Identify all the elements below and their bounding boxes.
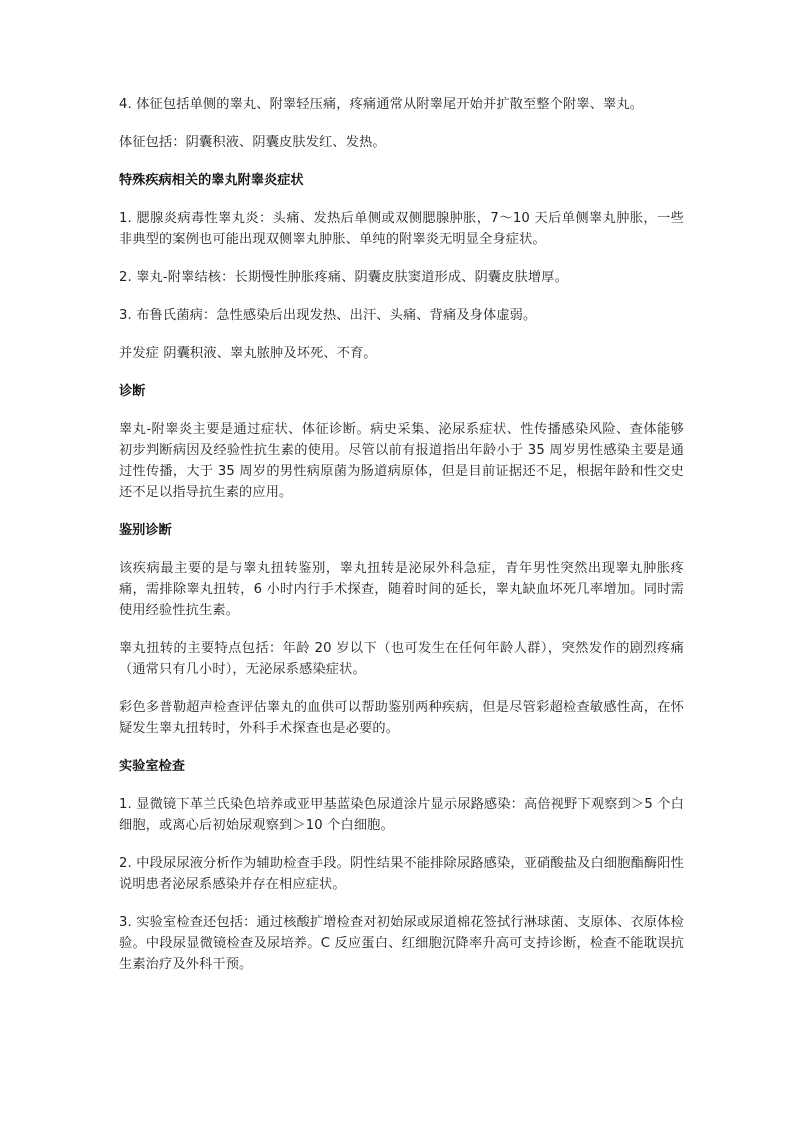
differential-paragraph-1: 该疾病最主要的是与睾丸扭转鉴别，睾丸扭转是泌尿外科急症，青年男性突然出现睾丸肿胀疼痛，需排除睾丸扭转，6 小时内行手术探查，随着时间的延长，睾丸缺血坏死几率增加。同时需使用经验性抗生素。 — [119, 561, 684, 618]
lab-item-2: 2. 中段尿尿液分析作为辅助检查手段。阴性结果不能排除尿路感染，亚硝酸盐及白细胞酯酶阳性说明患者泌尿系感染并存在相应症状。 — [119, 856, 684, 892]
diagnosis-paragraph: 睾丸-附睾炎主要是通过症状、体征诊断。病史采集、泌尿系症状、性传播感染风险、查体能够初步判断病因及经验性抗生素的使用。尽管以前有报道指出年龄小于 35 周岁男性感染主要是通过性传播，大于 35 周岁的男性病原菌为肠道病原体，但是目前证据还不足，根据年龄和性交史还不足以指导抗生素的应用。 — [119, 422, 684, 500]
differential-paragraph-3: 彩色多普勒超声检查评估睾丸的血供可以帮助鉴别两种疾病，但是尽管彩超检查敏感性高，在怀疑发生睾丸扭转时，外科手术探查也是必要的。 — [119, 700, 684, 736]
sign-item-4: 4. 体征包括单侧的睾丸、附睾轻压痛，疼痛通常从附睾尾开始并扩散至整个附睾、睾丸。 — [119, 97, 644, 112]
special-disease-heading: 特殊疾病相关的睾丸附睾炎症状 — [119, 173, 304, 188]
complications-paragraph: 并发症 阴囊积液、睾丸脓肿及坏死、不育。 — [119, 346, 377, 361]
differential-paragraph-2: 睾丸扭转的主要特点包括：年龄 20 岁以下（也可发生在任何年龄人群），突然发作的剧烈疼痛（通常只有几小时），无泌尿系感染症状。 — [119, 641, 684, 677]
document-page — [119, 94, 684, 992]
diagnosis-heading: 诊断 — [119, 384, 146, 399]
lab-item-1: 1. 显微镜下革兰氏染色培养或亚甲基蓝染色尿道涂片显示尿路感染：高倍视野下观察到＞5 个白细胞，或离心后初始尿观察到＞10 个白细胞。 — [119, 797, 684, 833]
special-item-2: 2. 睾丸-附睾结核：长期慢性肿胀疼痛、阴囊皮肤窦道形成、阴囊皮肤增厚。 — [119, 270, 568, 285]
special-item-1: 1. 腮腺炎病毒性睾丸炎：头痛、发热后单侧或双侧腮腺肿胀，7～10 天后单侧睾丸肿胀，一些非典型的案例也可能出现双侧睾丸肿胀、单纯的附睾炎无明显全身症状。 — [119, 211, 684, 247]
lab-tests-heading: 实验室检查 — [119, 759, 185, 774]
lab-item-3: 3. 实验室检查还包括：通过核酸扩增检查对初始尿或尿道棉花签拭行淋球菌、支原体、衣原体检验。中段尿显微镜检查及尿培养。C 反应蛋白、红细胞沉降率升高可支持诊断，检查不能耽误抗生素治疗及外科干预。 — [119, 915, 684, 972]
signs-paragraph: 体征包括：阴囊积液、阴囊皮肤发红、发热。 — [119, 135, 386, 150]
special-item-3: 3. 布鲁氏菌病：急性感染后出现发热、出汗、头痛、背痛及身体虚弱。 — [119, 308, 537, 323]
differential-diagnosis-heading: 鉴别诊断 — [119, 523, 172, 538]
